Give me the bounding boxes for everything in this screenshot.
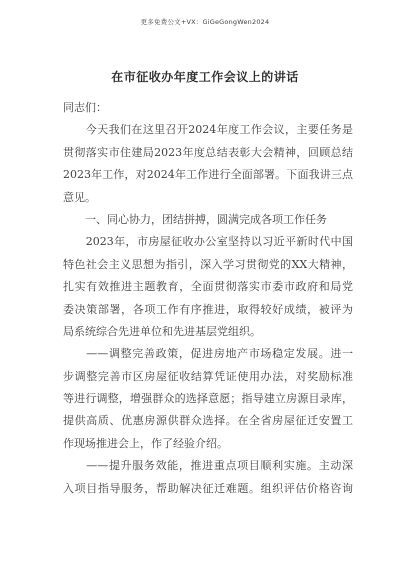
body-line: 2023年，市房屋征收办公室坚持以习近平新时代中国 <box>63 235 353 249</box>
body-line: 2023年工作，对2024年工作进行全面部署。下面我讲三点 <box>63 168 353 182</box>
body-line: 特色社会主义思想为指引，深入学习贯彻党的XX大精神， <box>63 257 353 271</box>
body-line: 委决策部署，各项工作有序推进，取得较好成绩，被评为 <box>63 302 353 316</box>
section-heading: 一、同心协力，团结拼搏，圆满完成各项工作任务 <box>63 212 327 226</box>
body-line: 步调整完善市区房屋征收结算凭证使用办法，对奖励标准 <box>63 369 353 383</box>
body-line: ——调整完善政策，促进房地产市场稳定发展。进一 <box>63 347 353 361</box>
salutation: 同志们： <box>63 101 107 114</box>
body-line: 作现场推进会上，作了经验介绍。 <box>63 436 228 450</box>
header-note: 更多免费公文+VX：GiGeGongWen2024 <box>140 18 270 26</box>
body-line: 提供高质、优惠房源供群众选择。在全省房屋征迁安置工 <box>63 414 353 428</box>
body-line: 意见。 <box>63 190 96 204</box>
body-line: 扎实有效推进主题教育，全面贯彻落实市委市政府和局党 <box>63 280 353 294</box>
body-line: 局系统综合先进单位和先进基层党组织。 <box>63 324 261 338</box>
document-title: 在市征收办年度工作会议上的讲话 <box>111 70 299 84</box>
document-body <box>63 97 353 500</box>
body-line: 入项目指导服务，帮助解决征迁难题。组织评估价格咨询 <box>63 481 353 495</box>
body-line: 贯彻落实市住建局2023年度总结表彰大会精神，回顾总结 <box>63 145 353 159</box>
body-line: 今天我们在这里召开2024年度工作会议，主要任务是 <box>63 123 353 137</box>
body-line: ——提升服务效能，推进重点项目顺利实施。主动深 <box>63 459 353 473</box>
body-line: 等进行调整，增强群众的选择意愿；指导建立房源目录库， <box>63 392 353 406</box>
